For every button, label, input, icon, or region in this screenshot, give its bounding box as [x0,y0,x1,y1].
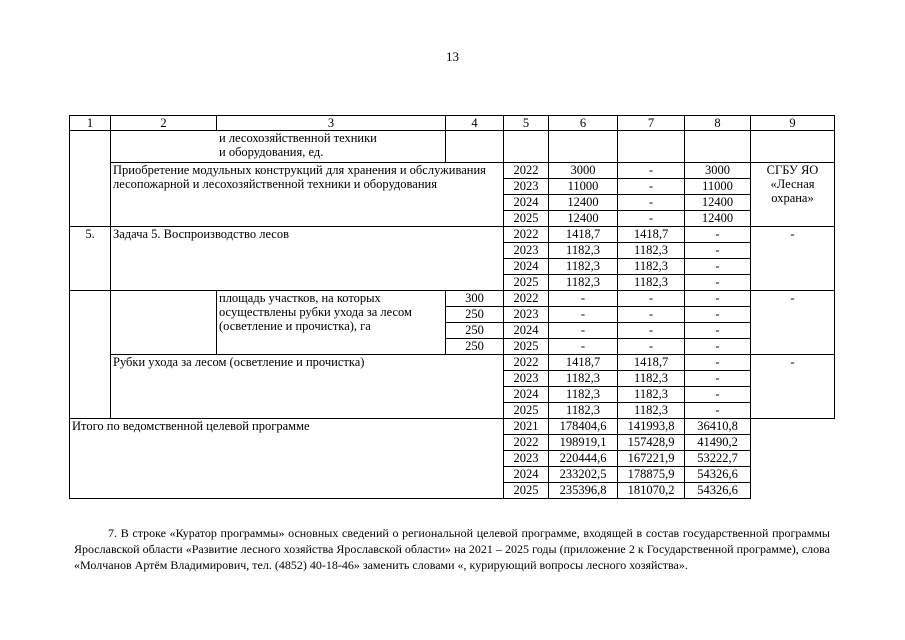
value-cell: 1182,3 [618,371,685,387]
value-cell: 198919,1 [549,435,618,451]
value-cell: 1182,3 [618,259,685,275]
value-cell: - [685,323,751,339]
header-cell: 1 [70,116,111,131]
program-table [69,115,835,499]
year-cell: 2024 [504,323,549,339]
value-cell: - [549,291,618,307]
value-cell: - [618,323,685,339]
page-number: 13 [446,49,459,64]
header-cell: 3 [217,116,446,131]
value-cell: - [685,403,751,419]
year-cell: 2025 [504,339,549,355]
empty-cell [685,131,751,163]
empty-cell [751,419,835,499]
value-cell: - [618,339,685,355]
header-cell: 5 [504,116,549,131]
indicator-value: 250 [446,323,504,339]
table-row [70,131,835,163]
value-cell: 1418,7 [618,227,685,243]
value-cell: 1182,3 [549,387,618,403]
header-cell: 8 [685,116,751,131]
value-cell: - [618,211,685,227]
total-row [70,419,835,435]
empty-cell [446,131,504,163]
task-text: Задача 5. Воспроизводство лесов [111,227,504,291]
value-cell: 41490,2 [685,435,751,451]
value-cell: 12400 [685,211,751,227]
value-cell: 1418,7 [549,227,618,243]
value-cell: 181070,2 [618,483,685,499]
year-cell: 2023 [504,179,549,195]
value-cell: 220444,6 [549,451,618,467]
continuation-line: и оборудования, ед. [219,145,324,159]
value-cell: 235396,8 [549,483,618,499]
value-cell: 53222,7 [685,451,751,467]
indicator-value: 300 [446,291,504,307]
value-cell: - [685,371,751,387]
value-cell: 1182,3 [549,243,618,259]
value-cell: - [685,243,751,259]
value-cell: 11000 [549,179,618,195]
value-cell: - [618,291,685,307]
value-cell: 1182,3 [549,275,618,291]
item-text: Рубки ухода за лесом (осветление и прочистка) [111,355,504,419]
value-cell: 54326,6 [685,483,751,499]
year-cell: 2022 [504,163,549,179]
year-cell: 2024 [504,259,549,275]
indicator-text: площадь участков, на которых осуществлены рубки ухода за лесом (осветление и прочистка), га [217,291,446,355]
value-cell: - [685,387,751,403]
value-cell: 141993,8 [618,419,685,435]
continuation-line: и лесохозяйственной техники [219,131,377,145]
year-cell: 2022 [504,291,549,307]
value-cell: 12400 [685,195,751,211]
executor-cell: - [751,227,835,291]
header-cell: 7 [618,116,685,131]
year-cell: 2025 [504,483,549,499]
header-cell: 6 [549,116,618,131]
value-cell: 178404,6 [549,419,618,435]
value-cell: 12400 [549,195,618,211]
year-cell: 2023 [504,243,549,259]
table-header-row [70,116,835,131]
year-cell: 2025 [504,275,549,291]
value-cell: 157428,9 [618,435,685,451]
value-cell: - [685,227,751,243]
table-row [70,291,835,307]
task-number: 5. [70,227,111,291]
indicator-value: 250 [446,307,504,323]
year-cell: 2022 [504,355,549,371]
value-cell: 1418,7 [618,355,685,371]
year-cell: 2021 [504,419,549,435]
value-cell: 167221,9 [618,451,685,467]
indicator-value: 250 [446,339,504,355]
value-cell: 1182,3 [549,371,618,387]
year-cell: 2022 [504,435,549,451]
value-cell: 12400 [549,211,618,227]
value-cell: 178875,9 [618,467,685,483]
year-cell: 2025 [504,403,549,419]
value-cell: - [685,291,751,307]
value-cell: 1182,3 [549,403,618,419]
value-cell: 36410,8 [685,419,751,435]
value-cell: 3000 [685,163,751,179]
value-cell: 1182,3 [618,387,685,403]
value-cell: - [618,307,685,323]
year-cell: 2023 [504,307,549,323]
table-row [70,227,835,243]
value-cell: - [685,355,751,371]
empty-cell [504,131,549,163]
value-cell: 1182,3 [618,403,685,419]
amendment-paragraph: 7. В строке «Куратор программы» основных сведений о региональной целевой программе, входящей в состав государственной программы Ярославской области «Развитие лесного хозяйства Ярославской области» на 2021 – 2025 годы (приложение 2 к Государственной программе), слова «Молчанов Артём Владимирович, тел. (4852) 40-18-46» заменить словами «, курирующий вопросы лесного хозяйства». [74,526,830,572]
empty-cell [111,291,217,355]
table-row [70,163,835,179]
value-cell: - [685,307,751,323]
value-cell: - [618,163,685,179]
value-cell: - [618,195,685,211]
value-cell: - [549,323,618,339]
value-cell: - [685,339,751,355]
value-cell: - [549,339,618,355]
year-cell: 2023 [504,451,549,467]
year-cell: 2024 [504,387,549,403]
value-cell: - [685,259,751,275]
value-cell: 11000 [685,179,751,195]
header-cell: 2 [111,116,217,131]
year-cell: 2024 [504,467,549,483]
continuation-text [111,131,446,163]
value-cell: 3000 [549,163,618,179]
table-row [70,355,835,371]
executor-cell: - [751,291,835,355]
value-cell: 1182,3 [549,259,618,275]
empty-cell [549,131,618,163]
year-cell: 2022 [504,227,549,243]
value-cell: 1182,3 [618,243,685,259]
empty-cell [618,131,685,163]
value-cell: 1182,3 [618,275,685,291]
header-cell: 4 [446,116,504,131]
value-cell: 1418,7 [549,355,618,371]
year-cell: 2023 [504,371,549,387]
value-cell: - [618,179,685,195]
empty-cell [70,131,111,227]
header-cell: 9 [751,116,835,131]
empty-cell [70,291,111,419]
executor-cell: СГБУ ЯО «Лесная охрана» [751,163,835,227]
year-cell: 2025 [504,211,549,227]
value-cell: 54326,6 [685,467,751,483]
empty-cell [751,131,835,163]
item-text: Приобретение модульных конструкций для хранения и обслуживания лесопожарной и лесохозяйственной техники и оборудования [111,163,504,227]
total-label: Итого по ведомственной целевой программе [70,419,504,499]
year-cell: 2024 [504,195,549,211]
value-cell: 233202,5 [549,467,618,483]
value-cell: - [549,307,618,323]
value-cell: - [685,275,751,291]
executor-cell: - [751,355,835,419]
